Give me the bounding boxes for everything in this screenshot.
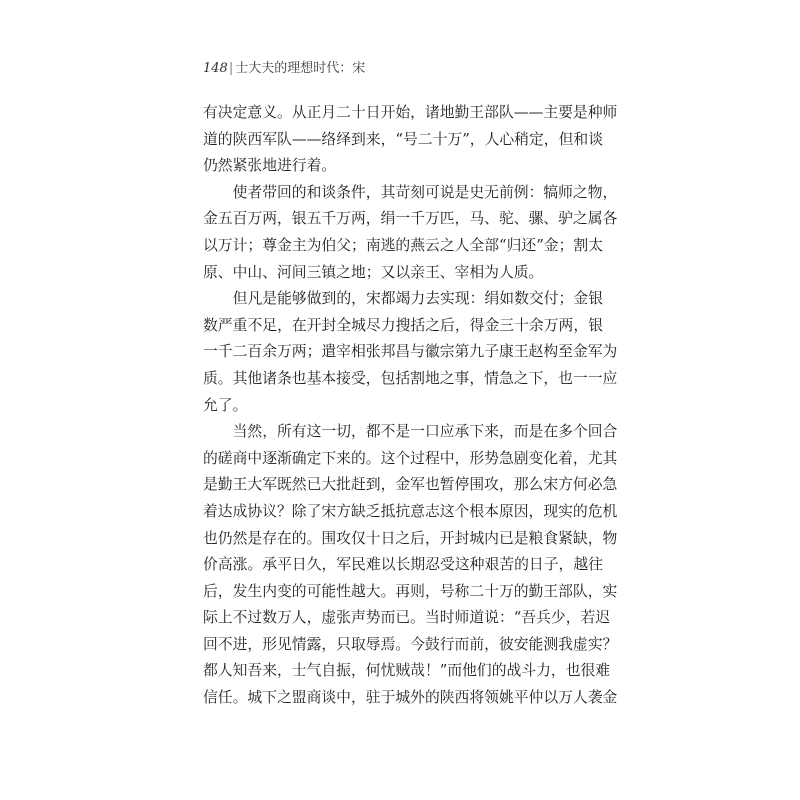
text-line: 但凡是能够做到的，宋都竭力去实现：绢如数交付；金银 <box>203 290 603 308</box>
text-line: 允了。 <box>203 396 248 414</box>
body-text <box>203 100 618 712</box>
text-line: 信任。城下之盟商谈中，驻于城外的陕西将领姚平仲以万人袭金 <box>203 689 618 707</box>
text-line: 原、中山、河间三镇之地；又以亲王、宰相为人质。 <box>203 263 544 281</box>
text-line: 金五百万两，银五千万两，绢一千万匹，马、驼、骡、驴之属各 <box>203 210 618 228</box>
text-line: 都人知吾来，士气自振，何忧贼哉！”而他们的战斗力，也很难 <box>203 662 611 680</box>
text-line: 当然，所有这一切，都不是一口应承下来，而是在多个回合 <box>203 423 618 441</box>
text-line: 使者带回的和谈条件，其苛刻可说是史无前例：犒师之物， <box>203 183 618 201</box>
text-line: 数严重不足，在开封全城尽力搜括之后，得金三十余万两，银 <box>203 316 603 334</box>
header-separator: | <box>228 61 234 76</box>
page-number: 148 <box>203 61 228 76</box>
text-line: 道的陕西军队——络绎到来，“号二十万”，人心稍定，但和谈 <box>203 130 603 148</box>
paragraph <box>203 419 618 712</box>
paragraph <box>203 100 618 180</box>
text-line: 有决定意义。从正月二十日开始，诸地勤王部队——主要是种师 <box>203 104 618 121</box>
text-line: 际上不过数万人，虚张声势而已。当时师道说：“吾兵少，若迟 <box>203 609 611 627</box>
text-line: 的磋商中逐渐确定下来的。这个过程中，形势急剧变化着，尤其 <box>203 449 618 467</box>
text-line: 着达成协议？除了宋方缺乏抵抗意志这个根本原因，现实的危机 <box>203 502 618 520</box>
text-line: 回不进，形见情露，只取辱焉。今鼓行而前，彼安能测我虚实？ <box>203 635 618 653</box>
text-line: 仍然紧张地进行着。 <box>203 157 337 175</box>
text-line: 一千二百余万两；遣宰相张邦昌与徽宗第九子康王赵构至金军为 <box>203 343 618 361</box>
running-header <box>203 60 365 78</box>
book-title: 士大夫的理想时代：宋 <box>235 61 366 76</box>
paragraph <box>203 180 618 286</box>
text-line: 以万计；尊金主为伯父；南逃的燕云之人全部“归还”金；割太 <box>203 236 603 254</box>
text-line: 是勤王大军既然已大批赶到，金军也暂停围攻，那么宋方何必急 <box>203 476 618 494</box>
text-line: 后，发生内变的可能性越大。再则，号称二十万的勤王部队，实 <box>203 582 618 600</box>
text-line: 质。其他诸条也基本接受，包括割地之事，情急之下，也一一应 <box>203 369 618 387</box>
text-line: 价高涨。承平日久，军民难以长期忍受这种艰苦的日子，越往 <box>203 556 603 574</box>
text-line: 也仍然是存在的。围攻仅十日之后，开封城内已是粮食紧缺，物 <box>203 529 618 547</box>
paragraph <box>203 286 618 419</box>
